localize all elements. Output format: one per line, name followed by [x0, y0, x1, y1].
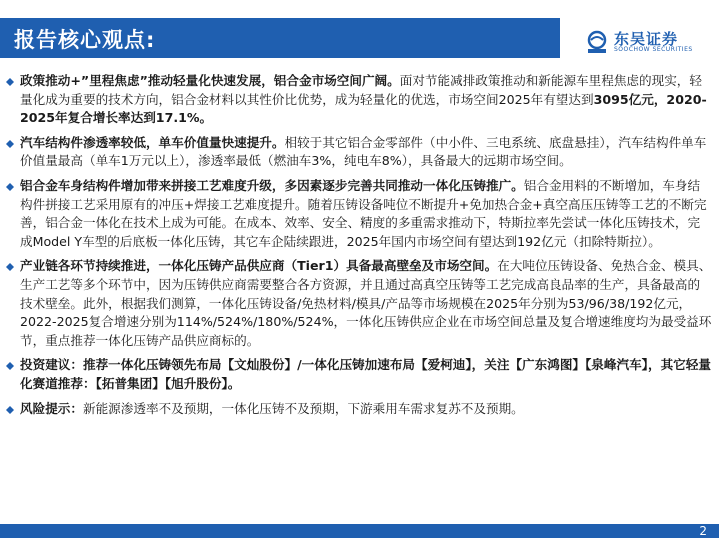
bullet-body: 铝合金用料的不断增加，车身结构件拼接工艺采用原有的冲压+焊接工艺难度提升。随着压铸设备吨位不断提升+免加热合金+真空高压压铸等工艺的不断完善，铝合金一体化在技术上成为可能。在成本、效率、安全、精度的多重需求推动下，特斯拉率先尝试一体化压铸技术，完成Model Y车型的后底板一体化压铸，其它车企陆续跟进，2025年国内市场空间有望达到192亿元（扣除特斯拉）。 — [20, 177, 707, 249]
logo-english-text: SOOCHOW SECURITIES — [614, 46, 693, 53]
bullet-item-structural-parts — [6, 134, 712, 171]
title-bar — [0, 18, 560, 58]
bullet-item-supply-chain — [6, 257, 712, 350]
diamond-bullet-icon — [6, 406, 14, 414]
page-number: 2 — [699, 524, 707, 538]
diamond-bullet-icon — [6, 140, 14, 148]
diamond-bullet-icon — [6, 183, 14, 191]
diamond-bullet-icon — [6, 362, 14, 370]
bullet-body: 新能源渗透率不及预期，一体化压铸不及预期，下游乘用车需求复苏不及预期。 — [82, 400, 524, 416]
bullet-item-policy — [6, 72, 712, 128]
bullet-heading: 产业链各环节持续推进，一体化压铸产品供应商（Tier1）具备最高壁垒及市场空间。 — [20, 258, 498, 274]
logo-chinese-text: 东吴证券 — [614, 30, 679, 48]
slide-header — [0, 0, 719, 72]
company-logo — [584, 28, 714, 56]
bullet-list — [6, 72, 712, 424]
bullet-item-risk — [6, 400, 712, 419]
bullet-heading: 汽车结构件渗透率较低，单车价值量快速提升。 — [20, 134, 285, 150]
bullet-heading: 铝合金车身结构件增加带来拼接工艺难度升级，多因素逐步完善共同推动一体化压铸推广。 — [20, 177, 524, 193]
page-title: 报告核心观点: — [14, 28, 156, 52]
bullet-body: 面对节能减排政策推动和新能源车里程焦虑的现实，轻量化成为重要的技术方向，铝合金材料以其性价比优势，成为轻量化的优选，市场空间2025年有望达到 — [20, 73, 702, 107]
bullet-heading: 投资建议：推荐一体化压铸领先布局【文灿股份】/一体化压铸加速布局【爱柯迪】，关注【广东鸿图】【泉峰汽车】，其它轻量化赛道推荐：【拓普集团】【旭升股份】。 — [20, 357, 711, 391]
footer-bar — [0, 524, 719, 538]
bullet-heading: 政策推动+”里程焦虑”推动轻量化快速发展，铝合金市场空间广阔。 — [20, 73, 400, 88]
logo-mark-icon — [584, 30, 610, 54]
diamond-bullet-icon — [6, 78, 14, 86]
bullet-item-investment-advice — [6, 356, 712, 393]
bullet-body: 相较于其它铝合金零部件（中小件、三电系统、底盘悬挂），汽车结构件单车价值量最高（单车1万元以上），渗透率最低（燃油车3%，纯电车8%），具备最大的远期市场空间。 — [20, 134, 707, 169]
bullet-heading: 风险提示： — [20, 400, 83, 416]
bullet-body: 在大吨位压铸设备、免热合金、模具、生产工艺等多个环节中，因为压铸供应商需要整合各方资源，并且通过高真空压铸等工艺完成高良品率的生产，具备最高的技术壁垒。此外，根据我们测算，一体化压铸设备/免热材料/模具/产品等市场规模在2025年分别为53/96/38/192亿元，2022-2025复合增速分别为114%/524%/180%/524%，一体化压铸供应企业在市场空间总量及复合增速维度均为最受益环节，重点推荐一体化压铸产品供应商标的。 — [20, 258, 712, 348]
bullet-highlight: 3095亿元，2020-2025年复合增长率达到17.1%。 — [20, 91, 707, 126]
diamond-bullet-icon — [6, 263, 14, 271]
bullet-item-die-casting — [6, 177, 712, 251]
